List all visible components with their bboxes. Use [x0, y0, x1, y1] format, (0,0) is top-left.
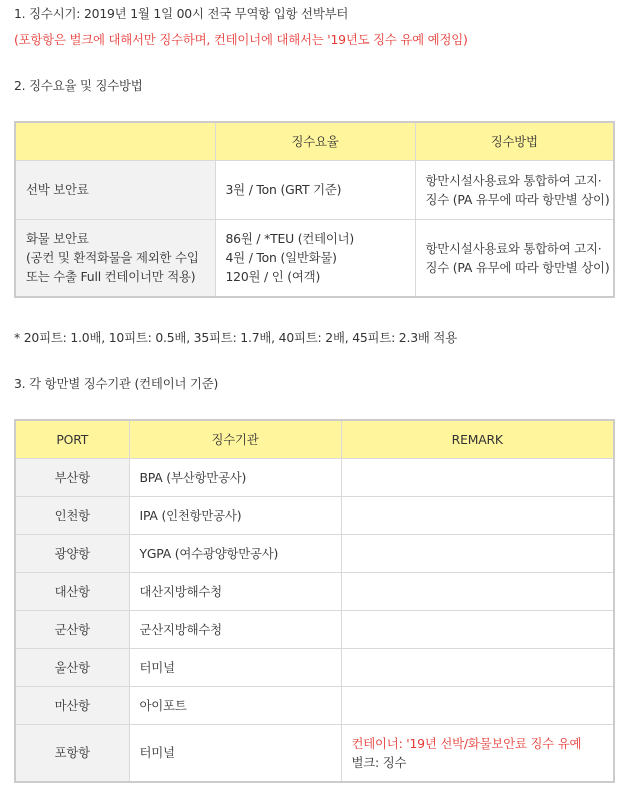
port-name: 마산항 [15, 686, 129, 724]
ship-fee-rate-line: 3원 / Ton (GRT 기준) [225, 182, 342, 197]
cargo-fee-name-line-3: 또는 수출 Full 컨테이너만 적용) [26, 269, 196, 285]
ship-fee-rate [215, 160, 415, 219]
port-agency: 대산지방해수청 [129, 572, 341, 610]
port-name: 대산항 [15, 572, 129, 610]
port-agency: IPA (인천항만공사) [129, 496, 341, 534]
port-remark [341, 572, 614, 610]
port-name: 부산항 [15, 458, 129, 496]
section-2-title: 2. 징수요율 및 징수방법 [14, 78, 143, 93]
rate-table-header-method: 징수방법 [415, 122, 614, 160]
cargo-fee-rate-ton: 4원 / Ton (일반화물) [225, 250, 337, 266]
pohang-remark-bulk: 벌크: 징수 [351, 754, 407, 770]
cargo-fee-name-line-2: (공컨 및 환적화물을 제외한 수입 [26, 250, 199, 266]
port-row-busan [15, 458, 614, 496]
port-remark [341, 686, 614, 724]
cargo-fee-method [415, 219, 614, 297]
port-name: 울산항 [15, 648, 129, 686]
ship-fee-method-line-1: 항만시설사용료와 통합하여 고지· [425, 172, 602, 188]
port-remark [341, 610, 614, 648]
collection-start-text: 1. 징수시기: 2019년 1월 1일 00시 전국 무역항 입항 선박부터 [14, 6, 349, 21]
port-row-gwangyang [15, 534, 614, 572]
port-remark [341, 458, 614, 496]
port-agency: YGPA (여수광양항만공사) [129, 534, 341, 572]
cargo-fee-rate-passenger: 120원 / 인 (여객) [225, 269, 321, 285]
ship-fee-name [15, 160, 215, 219]
port-remark [341, 724, 614, 782]
port-row-gunsan [15, 610, 614, 648]
port-row-daesan [15, 572, 614, 610]
port-agency: 아이포트 [129, 686, 341, 724]
cargo-fee-name [15, 219, 215, 297]
port-name: 광양항 [15, 534, 129, 572]
ship-fee-method-line-2: 징수 (PA 유무에 따라 항만별 상이) [425, 191, 610, 207]
rate-table-header-rate: 징수요율 [215, 122, 415, 160]
pohang-exception-note: (포항항은 벌크에 대해서만 징수하며, 컨테이너에 대해서는 '19년도 징수 유예 예정임) [14, 32, 468, 47]
section-3-title: 3. 각 항만별 징수기관 (컨테이너 기준) [14, 376, 219, 391]
ship-fee-method [415, 160, 614, 219]
port-agency: BPA (부산항만공사) [129, 458, 341, 496]
port-name: 인천항 [15, 496, 129, 534]
cargo-fee-rate [215, 219, 415, 297]
port-name: 포항항 [15, 724, 129, 782]
port-agency: 터미널 [129, 724, 341, 782]
port-row-ulsan [15, 648, 614, 686]
port-agency: 터미널 [129, 648, 341, 686]
port-name: 군산항 [15, 610, 129, 648]
port-agency: 군산지방해수청 [129, 610, 341, 648]
port-row-pohang [15, 724, 614, 782]
port-table-header-port: PORT [15, 420, 129, 458]
cargo-fee-rate-teu: 86원 / *TEU (컨테이너) [225, 231, 355, 247]
ship-fee-name-line: 선박 보안료 [26, 182, 89, 197]
teu-footnote: * 20피트: 1.0배, 10피트: 0.5배, 35피트: 1.7배, 40피트: 2배, 45피트: 2.3배 적용 [14, 330, 457, 345]
pohang-remark-container: 컨테이너: '19년 선박/화물보안료 징수 유예 [351, 735, 582, 751]
port-agency-table [14, 419, 615, 783]
port-remark [341, 496, 614, 534]
port-row-incheon [15, 496, 614, 534]
port-remark [341, 648, 614, 686]
rate-table [14, 121, 615, 298]
cargo-fee-name-line-1: 화물 보안료 [26, 231, 89, 247]
cargo-fee-method-line-2: 징수 (PA 유무에 따라 항만별 상이) [425, 259, 610, 275]
port-remark [341, 534, 614, 572]
port-table-header-remark: REMARK [341, 420, 614, 458]
port-table-header-agency: 징수기관 [129, 420, 341, 458]
cargo-fee-method-line-1: 항만시설사용료와 통합하여 고지· [425, 240, 602, 256]
port-row-masan [15, 686, 614, 724]
rate-table-header-empty [15, 122, 215, 160]
